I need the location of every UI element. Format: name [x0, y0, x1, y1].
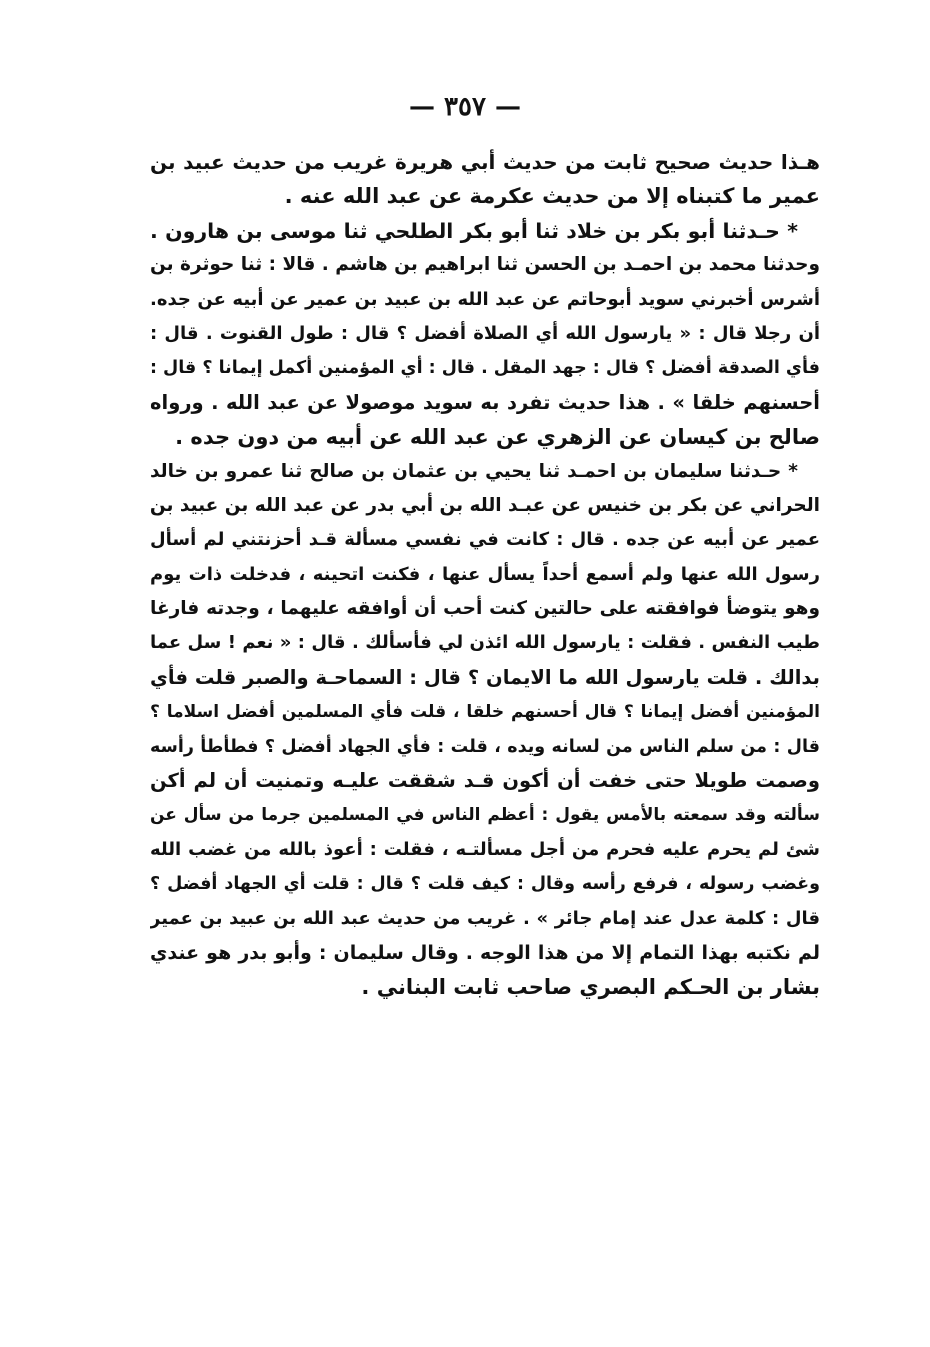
text-line: سألته وقد سمعته بالأمس يقول : أعظم الناس في المسلمين جرما من سأل عن — [150, 805, 820, 826]
text-line: أحسنهم خلقا » . هذا حديث تفرد به سويد موصولا عن عبد الله . ورواه — [150, 390, 820, 414]
text-line: وحدثنا محمد بن احمـد بن الحسن ثنا ابراهيم بن هاشم . قالا : ثنا حوثرة بن — [150, 254, 820, 276]
text-line: شئ لم يحرم عليه فحرم من أجل مسألتـه ، فقلت : أعوذ بالله من غضب الله — [150, 838, 820, 860]
text-line: بدالك . قلت يارسول الله ما الايمان ؟ قال : السماحـة والصبر قلت فأي — [150, 665, 820, 689]
text-line: أن رجلا قال : « يارسول الله أي الصلاة أفضل ؟ قال : طول القنوت . قال : — [150, 322, 820, 344]
text-line: * حـدثنا أبو بكر بن خلاد ثنا أبو بكر الطلحي ثنا موسى بن هارون . — [150, 218, 798, 243]
text-line: قال : من سلم الناس من لسانه ويده ، قلت : فأي الجهاد أفضل ؟ فطأطأ رأسه — [150, 736, 820, 757]
text-line: المؤمنين أفضل إيمانا ؟ قال أحسنهم خلقا ، قلت فأي المسلمين أفضل اسلاما ؟ — [150, 702, 820, 723]
paragraph — [150, 145, 820, 214]
text-line: عمير ما كتبناه إلا من حديث عكرمة عن عبد الله عنه . — [284, 184, 820, 209]
paragraph — [150, 214, 820, 455]
text-line: لم نكتبه بهذا التمام إلا من هذا الوجه . وقال سليمان : وأبو بدر هو عندي — [150, 941, 820, 964]
text-line: وهو يتوضأ فوافقته على حالتين كنت أحب أن أوافقه عليهما ، وجدته فارغا — [150, 598, 820, 620]
text-line: * حـدثنا سليمان بن احمـد ثنا يحيي بن عثمان بن صالح ثنا عمرو بن خالد — [150, 460, 798, 482]
text-line: وغضب رسوله ، فرفع رأسه وقال : كيف قلت ؟ قال : قلت أي الجهاد أفضل ؟ — [150, 874, 820, 895]
text-line: بشار بن الحـكم البصري صاحب ثابت البناني . — [361, 975, 820, 1000]
text-line: وصمت طويلا حتى خفت أن أكون قـد شققت عليـه وتمنيت أن لم أكن — [150, 769, 820, 793]
text-line: قال : كلمة عدل عند إمام جائر » . غريب من حديث عبد الله بن عبيد بن عمير — [150, 907, 820, 929]
text-line: عمير عن أبيه عن جده . قال : كانت في نفسي مسألة قـد أحزنتني لم أسأل — [150, 529, 820, 551]
text-line: صالح بن كيسان عن الزهري عن عبد الله عن أبيه من دون جده . — [175, 425, 820, 450]
text-line: طيب النفس . فقلت : يارسول الله ائذن لي فأسألك . قال : « نعم ! سل عما — [150, 632, 820, 654]
page-number: — ٣٥٧ — — [408, 92, 522, 122]
text-line: رسول الله عنها ولم أسمع أحداً يسأل عنها ، فكنت اتحينه ، فدخلت ذات يوم — [150, 563, 820, 585]
text-line: أشرس أخبرني سويد أبوحاتم عن عبد الله بن عبيد بن عمير عن أبيه عن جده. — [150, 288, 820, 310]
text-line: فأي الصدقة أفضل ؟ قال : جهد المقل . قال : أي المؤمنين أكمل إيمانا ؟ قال : — [150, 358, 820, 379]
paragraph — [150, 455, 820, 1005]
text-line: هـذا حديث صحيح ثابت من حديث أبي هريرة غريب من حديث عبيد بن — [150, 150, 820, 174]
text-line: الحراني عن بكر بن خنيس عن عبـد الله بن أبي بدر عن عبد الله بن عبيد بن — [150, 494, 820, 516]
body-text — [150, 145, 820, 1005]
